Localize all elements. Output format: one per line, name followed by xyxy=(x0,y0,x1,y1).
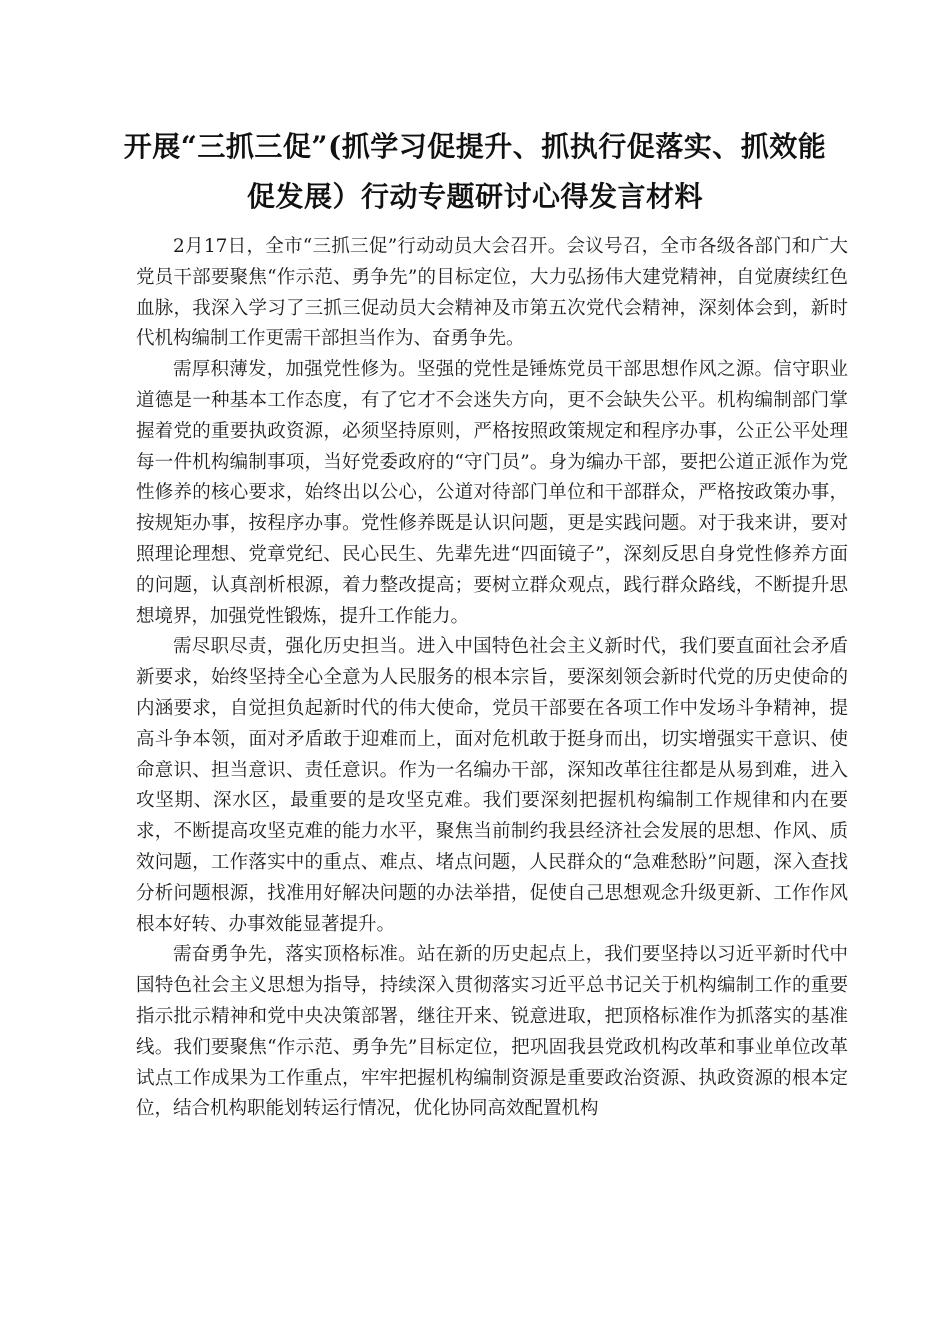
paragraph-3: 需尽职尽责，强化历史担当。进入中国特色社会主义新时代，我们要直面社会矛盾新要求，始终坚持全心全意为人民服务的根本宗旨，要深刻领会新时代党的历史使命的内涵要求，自觉担负起新时代的伟大使命，党员干部要在各项工作中发场斗争精神，提高斗争本领，面对矛盾敢于迎难而上，面对危机敢于挺身而出，切实增强实干意识、使命意识、担当意识、责任意识。作为一名编办干部，深知改革往往都是从易到难，进入攻坚期、深水区，最重要的是攻坚克难。我们要深刻把握机构编制工作规律和内在要求，不断提高攻坚克难的能力水平，聚焦当前制约我县经济社会发展的思想、作风、质效问题，工作落实中的重点、难点、堵点问题，人民群众的“急难愁盼”问题，深入查找分析问题根源，找准用好解决问题的办法举措，促使自己思想观念升级更新、工作作风根本好转、办事效能显著提升。 xyxy=(136,636,848,935)
paragraph-1: 2月17日，全市“三抓三促”行动动员大会召开。会议号召，全市各级各部门和广大党员干部要聚焦“作示范、勇争先”的目标定位，大力弘扬伟大建党精神，自觉赓续红色血脉，我深入学习了三抓三促动员大会精神及市第五次党代会精神，深刻体会到，新时代机构编制工作更需干部担当作为、奋勇争先。 xyxy=(136,236,848,350)
document-body xyxy=(136,232,848,1125)
document-title: 开展“三抓三促”(抓学习促提升、抓执行促落实、抓效能促发展）行动专题研讨心得发言材料 xyxy=(123,130,827,213)
paragraph-2: 需厚积薄发，加强党性修为。坚强的党性是锤炼党员干部思想作风之源。信守职业道德是一种基本工作态度，有了它才不会迷失方向，更不会缺失公平。机构编制部门掌握着党的重要执政资源，必须坚持原则，严格按照政策规定和程序办事，公正公平处理每一件机构编制事项，当好党委政府的“守门员”。身为编办干部，要把公道正派作为党性修养的核心要求，始终出以公心，公道对待部门单位和干部群众，严格按政策办事，按规矩办事，按程序办事。党性修养既是认识问题，更是实践问题。对于我来讲，要对照理论理想、党章党纪、民心民生、先辈先进“四面镜子”，深刻反思自身党性修养方面的问题，认真剖析根源，着力整改提高；要树立群众观点，践行群众路线，不断提升思想境界，加强党性锻炼，提升工作能力。 xyxy=(136,359,848,627)
paragraph-4: 需奋勇争先，落实顶格标准。站在新的历史起点上，我们要坚持以习近平新时代中国特色社会主义思想为指导，持续深入贯彻落实习近平总书记关于机构编制工作的重要指示批示精神和党中央决策部署，继往开来、锐意进取，把顶格标准作为抓落实的基准线。我们要聚焦“作示范、勇争先”目标定位，把巩固我县党政机构改革和事业单位改革试点工作成果为工作重点，牢牢把握机构编制资源是重要政治资源、执政资源的根本定位，结合机构职能划转运行情况，优化协同高效配置机构 xyxy=(136,944,848,1120)
